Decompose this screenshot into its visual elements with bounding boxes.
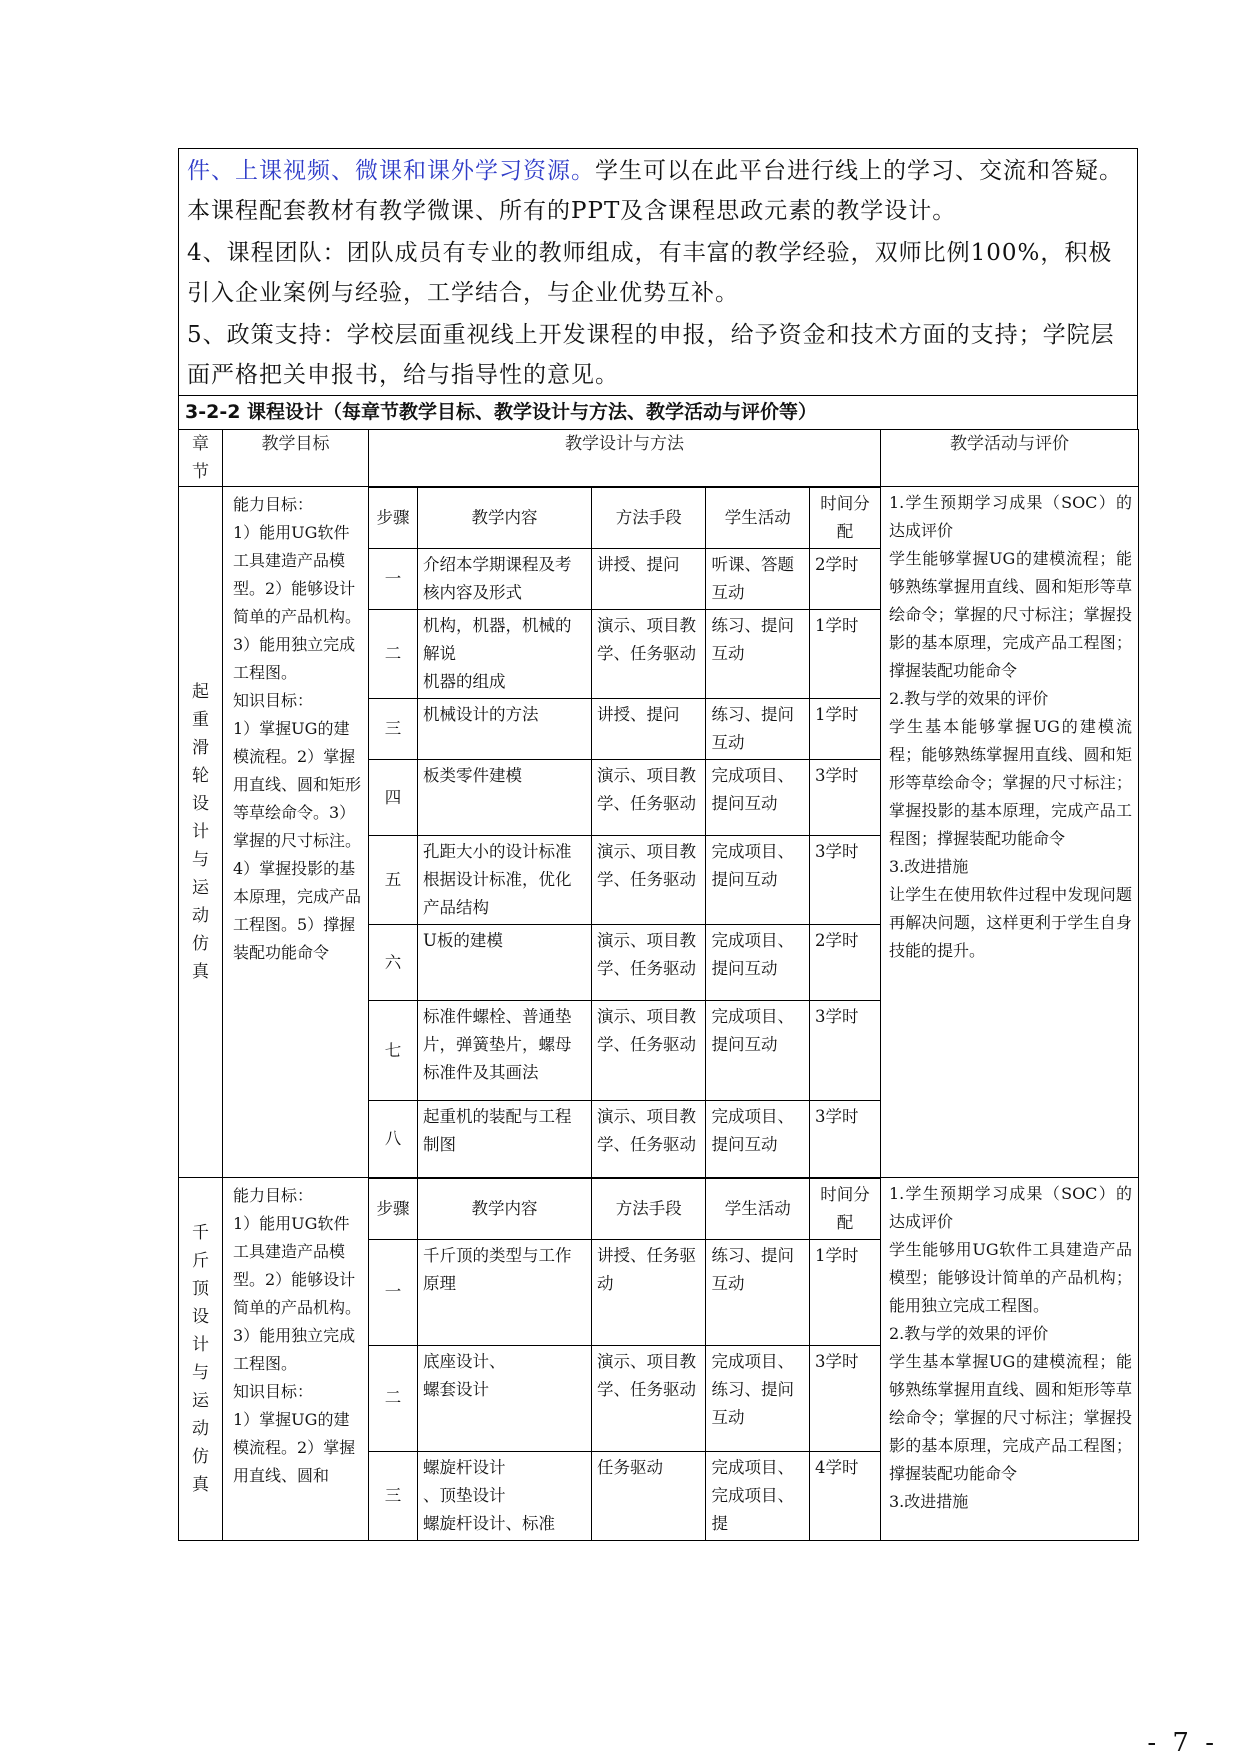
step-content: U板的建模 — [417, 925, 591, 1001]
design-step-row — [369, 836, 880, 925]
chapter-design — [369, 1177, 881, 1540]
chapter-goals: 能力目标： 1）能用UG软件工具建造产品模型。2）能够设计简单的产品机构。3）能用独立完成工程图。 知识目标： 1）掌握UG的建模流程。2）掌握用直线、圆和 — [223, 1177, 369, 1540]
step-time: 1学时 — [810, 610, 881, 699]
design-step-row — [369, 699, 880, 760]
subheader-method: 方法手段 — [591, 1178, 706, 1239]
section-title: 3-2-2 课程设计（每章节教学目标、教学设计与方法、教学活动与评价等） — [178, 395, 1138, 429]
step-number: 二 — [369, 1345, 417, 1451]
step-method: 讲授、任务驱动 — [591, 1239, 706, 1345]
design-step-row — [369, 1345, 880, 1451]
design-step-row — [369, 1239, 880, 1345]
step-method: 演示、项目教学、任务驱动 — [591, 1345, 706, 1451]
step-activity: 练习、提问互动 — [706, 1239, 810, 1345]
chapter-design — [369, 487, 881, 1178]
intro-paragraph-1 — [187, 151, 1129, 231]
intro-paragraph-1-rest: 学生可以在此平台进行线上的学习、交流和答疑。本课程配套教材有教学微课、所有的PPT及含课程思政元素的教学设计。 — [187, 158, 1123, 224]
step-method: 演示、项目教学、任务驱动 — [591, 610, 706, 699]
step-number: 七 — [369, 1001, 417, 1101]
subheader-activity: 学生活动 — [706, 488, 810, 549]
intro-paragraph-2: 4、课程团队：团队成员有专业的教师组成，有丰富的教学经验，双师比例100%，积极引入企业案例与经验，工学结合，与企业优势互补。 — [187, 240, 1113, 306]
step-number: 五 — [369, 836, 417, 925]
header-eval: 教学活动与评价 — [881, 430, 1139, 487]
step-number: 二 — [369, 610, 417, 699]
design-step-row — [369, 1001, 880, 1101]
subheader-content: 教学内容 — [417, 488, 591, 549]
design-step-row — [369, 1101, 880, 1177]
step-method: 讲授、提问 — [591, 549, 706, 610]
step-method: 演示、项目教学、任务驱动 — [591, 760, 706, 836]
step-time: 3学时 — [810, 760, 881, 836]
intro-paragraph-3: 5、政策支持：学校层面重视线上开发课程的申报，给予资金和技术方面的支持；学院层面严格把关申报书，给与指导性的意见。 — [187, 322, 1115, 388]
subheader-activity: 学生活动 — [706, 1178, 810, 1239]
design-step-row — [369, 1451, 880, 1540]
step-time: 3学时 — [810, 1001, 881, 1101]
header-chapter: 章节 — [179, 430, 223, 487]
step-activity: 完成项目、提问互动 — [706, 836, 810, 925]
step-activity: 练习、提问互动 — [706, 610, 810, 699]
design-step-row — [369, 760, 880, 836]
subheader-time: 时间分配 — [810, 1178, 881, 1239]
chapter-name-text: 千斤顶设计与运动仿真 — [192, 1222, 209, 1495]
chapter-name — [179, 1177, 223, 1540]
step-activity: 完成项目、提问互动 — [706, 760, 810, 836]
step-time: 2学时 — [810, 925, 881, 1001]
step-time: 1学时 — [810, 1239, 881, 1345]
design-subheader-row — [369, 1178, 880, 1239]
step-method: 演示、项目教学、任务驱动 — [591, 925, 706, 1001]
chapter-evaluation: 1.学生预期学习成果（SOC）的达成评价 学生能够掌握UG的建模流程；能够熟练掌握用直线、圆和矩形等草绘命令；掌握的尺寸标注；掌握投影的基本原理，完成产品工程图；撑握装配功能命令 2.教与学的效果的评价 学生基本能够掌握UG的建模流程；能够熟练掌握用直线、圆和矩形等草绘命令；掌握的尺寸标注；掌握投影的基本原理，完成产品工程图；撑握装配功能命令 3.改进措施 让学生在使用软件过程中发现问题再解决问题，这样更利于学生自身技能的提升。 — [881, 487, 1139, 1178]
subheader-step: 步骤 — [369, 1178, 417, 1239]
step-number: 一 — [369, 549, 417, 610]
step-content: 标准件螺栓、普通垫片，弹簧垫片，螺母标准件及其画法 — [417, 1001, 591, 1101]
step-number: 八 — [369, 1101, 417, 1177]
step-activity: 完成项目、完成项目、提 — [706, 1451, 810, 1540]
step-content: 板类零件建模 — [417, 760, 591, 836]
step-activity: 练习、提问互动 — [706, 699, 810, 760]
step-number: 三 — [369, 1451, 417, 1540]
subheader-step: 步骤 — [369, 488, 417, 549]
step-activity: 完成项目、提问互动 — [706, 925, 810, 1001]
header-goal: 教学目标 — [223, 430, 369, 487]
step-time: 1学时 — [810, 699, 881, 760]
design-subheader-row — [369, 488, 880, 549]
step-content: 机械设计的方法 — [417, 699, 591, 760]
subheader-time: 时间分配 — [810, 488, 881, 549]
step-time: 3学时 — [810, 836, 881, 925]
step-number: 四 — [369, 760, 417, 836]
design-subtable — [369, 1178, 880, 1540]
step-method: 讲授、提问 — [591, 699, 706, 760]
step-content: 螺旋杆设计 、顶垫设计 螺旋杆设计、标准 — [417, 1451, 591, 1540]
step-content: 孔距大小的设计标准根据设计标准，优化产品结构 — [417, 836, 591, 925]
step-time: 3学时 — [810, 1345, 881, 1451]
subheader-method: 方法手段 — [591, 488, 706, 549]
step-number: 三 — [369, 699, 417, 760]
chapter-name-text: 起重滑轮设计与运动仿真 — [192, 681, 209, 982]
step-number: 六 — [369, 925, 417, 1001]
resource-highlight: 件、上课视频、微课和课外学习资源。 — [187, 158, 595, 184]
step-activity: 听课、答题互动 — [706, 549, 810, 610]
chapter-name — [179, 487, 223, 1178]
design-subtable — [369, 487, 880, 1177]
step-activity: 完成项目、练习、提问互动 — [706, 1345, 810, 1451]
step-method: 任务驱动 — [591, 1451, 706, 1540]
design-step-row — [369, 925, 880, 1001]
table-header-row — [179, 430, 1139, 487]
step-method: 演示、项目教学、任务驱动 — [591, 836, 706, 925]
step-method: 演示、项目教学、任务驱动 — [591, 1001, 706, 1101]
chapter-goals: 能力目标： 1）能用UG软件工具建造产品模型。2）能够设计简单的产品机构。3）能用独立完成工程图。 知识目标： 1）掌握UG的建模流程。2）掌握用直线、圆和矩形等草绘命令。3）掌握的尺寸标注。4）掌握投影的基本原理，完成产品工程图。5）撑握装配功能命令 — [223, 487, 369, 1178]
course-design-table — [178, 429, 1139, 1541]
step-time: 2学时 — [810, 549, 881, 610]
chapter-row — [179, 1177, 1139, 1540]
step-content: 千斤顶的类型与工作原理 — [417, 1239, 591, 1345]
step-number: 一 — [369, 1239, 417, 1345]
step-activity: 完成项目、提问互动 — [706, 1101, 810, 1177]
step-content: 介绍本学期课程及考核内容及形式 — [417, 549, 591, 610]
step-content: 起重机的装配与工程制图 — [417, 1101, 591, 1177]
step-content: 机构，机器，机械的解说 机器的组成 — [417, 610, 591, 699]
subheader-content: 教学内容 — [417, 1178, 591, 1239]
step-method: 演示、项目教学、任务驱动 — [591, 1101, 706, 1177]
step-activity: 完成项目、提问互动 — [706, 1001, 810, 1101]
step-content: 底座设计、 螺套设计 — [417, 1345, 591, 1451]
step-time: 3学时 — [810, 1101, 881, 1177]
page-number: - 7 - — [1147, 1728, 1218, 1758]
chapter-evaluation: 1.学生预期学习成果（SOC）的达成评价 学生能够用UG软件工具建造产品模型；能够设计简单的产品机构；能用独立完成工程图。 2.教与学的效果的评价 学生基本掌握UG的建模流程；能够熟练掌握用直线、圆和矩形等草绘命令；掌握的尺寸标注；掌握投影的基本原理，完成产品工程图；撑握装配功能命令 3.改进措施 — [881, 1177, 1139, 1540]
intro-block — [178, 148, 1138, 395]
header-design: 教学设计与方法 — [369, 430, 881, 487]
design-step-row — [369, 610, 880, 699]
document-page — [178, 148, 1218, 1758]
chapter-row — [179, 487, 1139, 1178]
design-step-row — [369, 549, 880, 610]
step-time: 4学时 — [810, 1451, 881, 1540]
